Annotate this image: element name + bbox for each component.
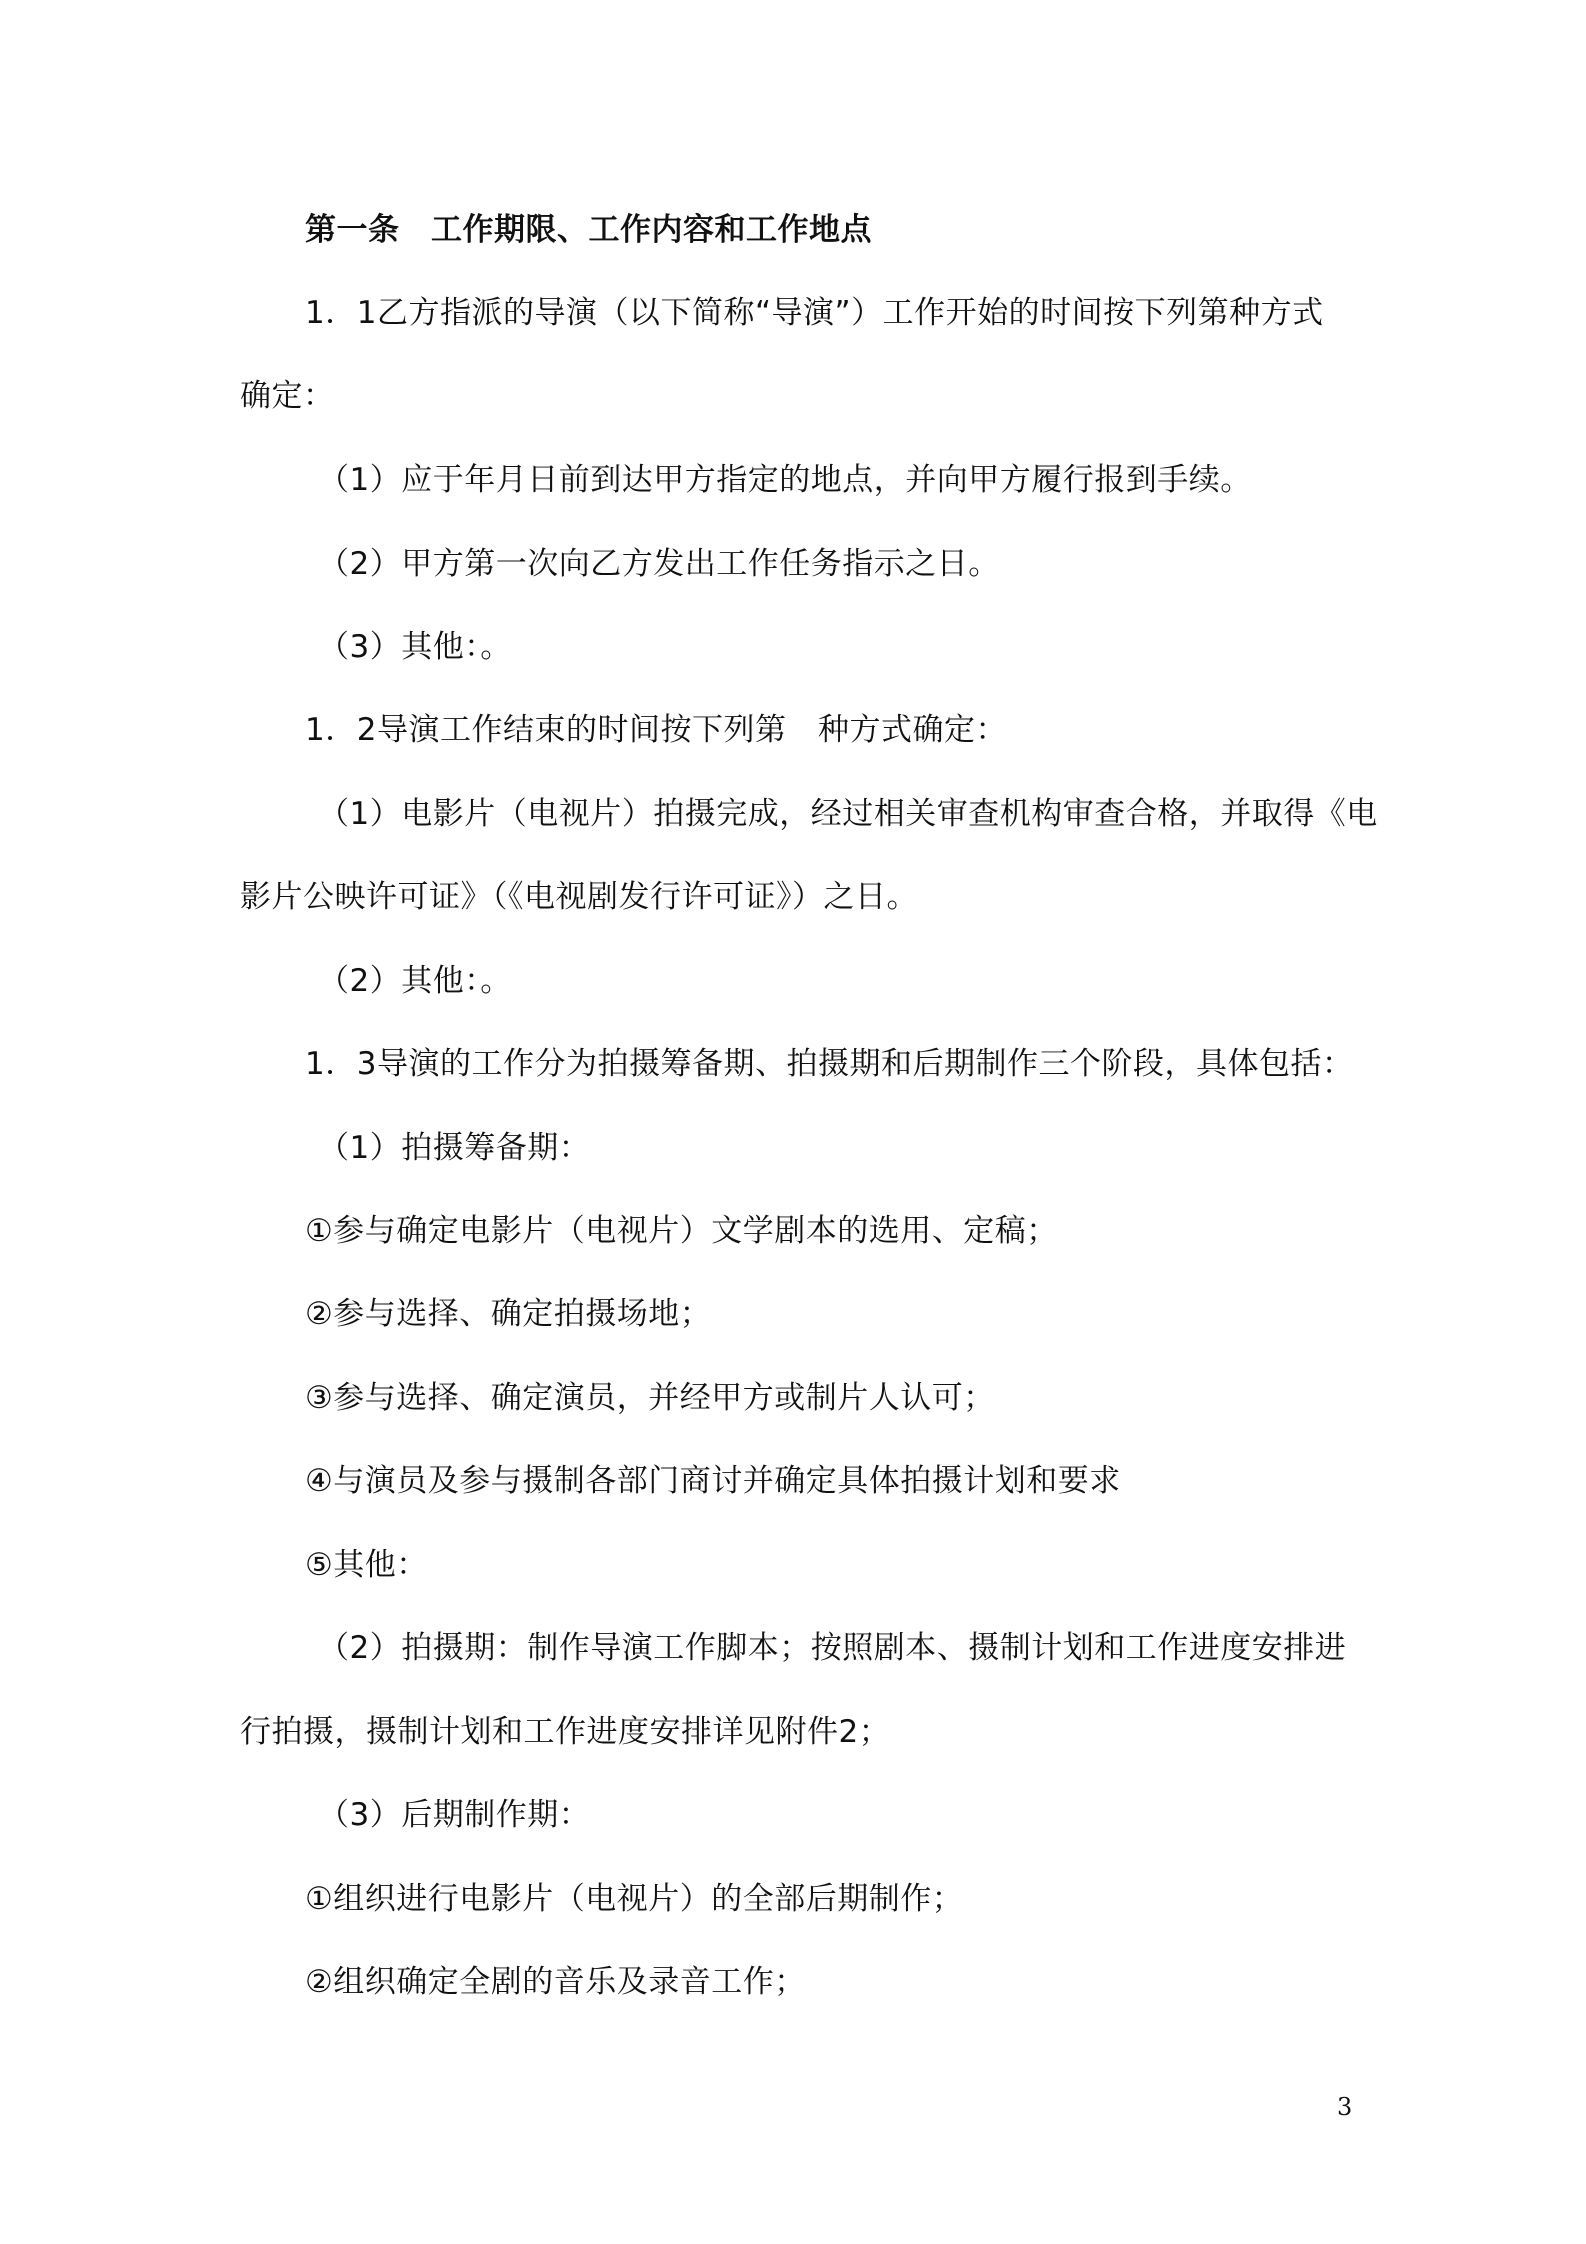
list-item: （3）后期制作期： <box>318 1797 591 1833</box>
clause-1-3: 1．3导演的工作分为拍摄筹备期、拍摄期和后期制作三个阶段，具体包括： <box>305 1046 1354 1082</box>
sub-list-item: ④与演员及参与摄制各部门商讨并确定具体拍摄计划和要求 <box>305 1463 1121 1499</box>
page-number: 3 <box>1337 2093 1353 2121</box>
sub-list-item: ③参与选择、确定演员，并经甲方或制片人认可； <box>305 1380 995 1416</box>
list-item-continued: 影片公映许可证》（《电视剧发行许可证》）之日。 <box>240 879 918 915</box>
article-heading: 第一条 工作期限、工作内容和工作地点 <box>305 212 872 248</box>
list-item: （1）拍摄筹备期： <box>318 1130 591 1166</box>
sub-list-item: ⑤其他： <box>305 1547 428 1583</box>
clause-1-1: 1．1乙方指派的导演（以下简称“导演”）工作开始的时间按下列第种方式 <box>305 295 1324 331</box>
sub-list-item: ①参与确定电影片（电视片）文学剧本的选用、定稿； <box>305 1213 1058 1249</box>
list-item: （2）拍摄期：制作导演工作脚本；按照剧本、摄制计划和工作进度安排进 <box>318 1630 1347 1666</box>
clause-1-1-continued: 确定： <box>240 378 335 414</box>
clause-1-2: 1．2导演工作结束的时间按下列第 种方式确定： <box>305 712 1007 748</box>
list-item: （3）其他：。 <box>318 629 512 665</box>
sub-list-item: ②组织确定全剧的音乐及录音工作； <box>305 1964 806 2000</box>
list-item: （2）其他：。 <box>318 963 512 999</box>
sub-list-item: ②参与选择、确定拍摄场地； <box>305 1296 712 1332</box>
sub-list-item: ①组织进行电影片（电视片）的全部后期制作； <box>305 1881 964 1917</box>
list-item-continued: 行拍摄，摄制计划和工作进度安排详见附件2； <box>240 1714 891 1750</box>
list-item: （2）甲方第一次向乙方发出工作任务指示之日。 <box>318 546 1000 582</box>
list-item: （1）应于年月日前到达甲方指定的地点，并向甲方履行报到手续。 <box>318 462 1252 498</box>
list-item: （1）电影片（电视片）拍摄完成，经过相关审查机构审查合格，并取得《电 <box>318 796 1378 832</box>
